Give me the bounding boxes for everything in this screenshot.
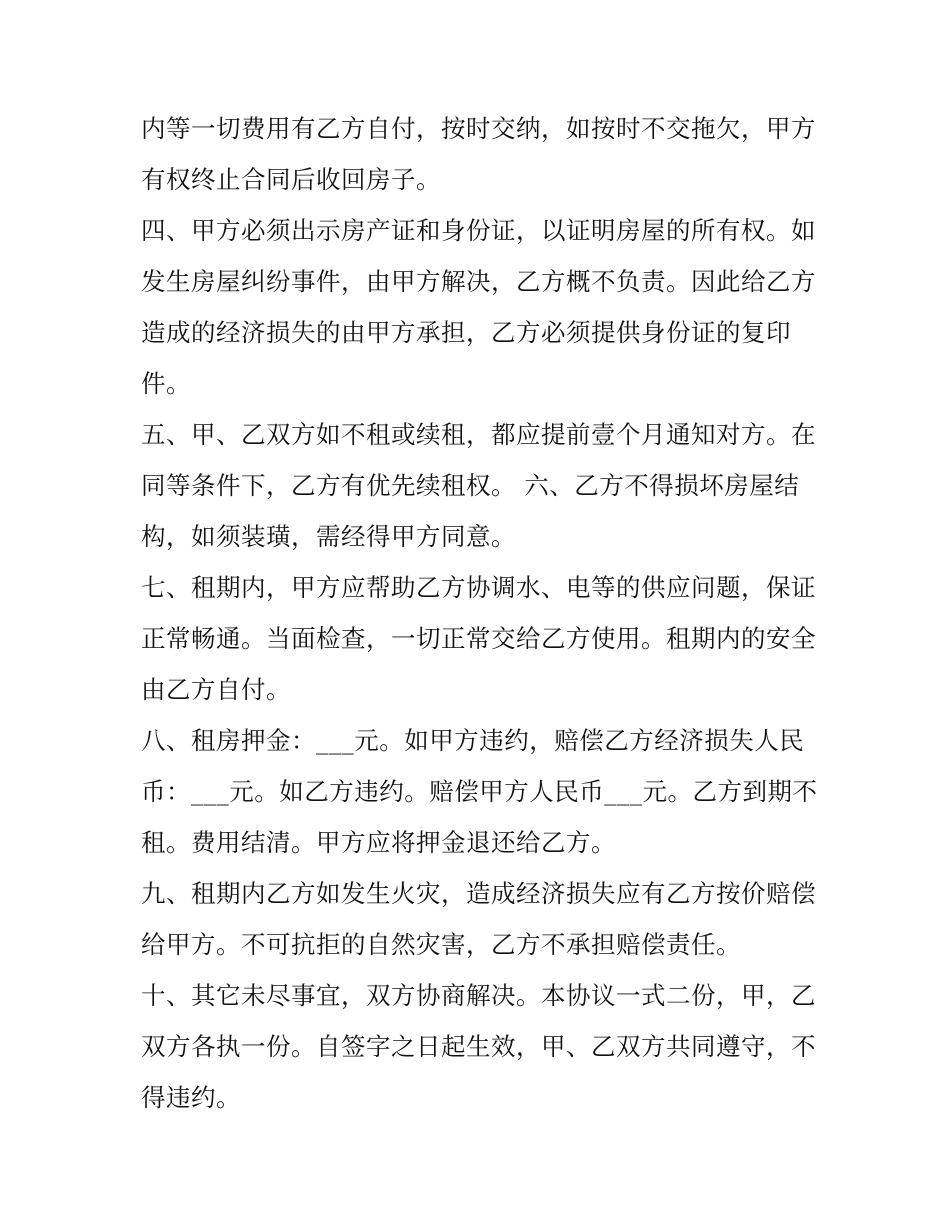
text-line: 同等条件下，乙方有优先续租权。 六、乙方不得损坏房屋结	[141, 471, 800, 500]
document-body	[141, 103, 821, 1123]
text-line: 四、甲方必须出示房产证和身份证，以证明房屋的所有权。如	[141, 216, 816, 245]
text-line: 正常畅通。当面检查，一切正常交给乙方使用。租期内的安全	[141, 624, 816, 653]
text-line: 七、租期内，甲方应帮助乙方协调水、电等的供应问题，保证	[141, 573, 816, 602]
text-line: 币：___元。如乙方违约。赔偿甲方人民币___元。乙方到期不	[141, 777, 818, 806]
text-line: 由乙方自付。	[141, 675, 291, 704]
text-line: 件。	[141, 369, 191, 398]
text-line: 造成的经济损失的由甲方承担，乙方必须提供身份证的复印	[141, 318, 791, 347]
text-line: 十、其它未尽事宜，双方协商解决。本协议一式二份，甲，乙	[141, 981, 816, 1010]
text-line: 得违约。	[141, 1083, 241, 1112]
text-line: 给甲方。不可抗拒的自然灾害，乙方不承担赔偿责任。	[141, 930, 741, 959]
text-line: 发生房屋纠纷事件，由甲方解决，乙方概不负责。因此给乙方	[141, 267, 816, 296]
text-line: 八、租房押金：___元。如甲方违约，赔偿乙方经济损失人民	[141, 726, 805, 755]
text-line: 构，如须装璜，需经得甲方同意。	[141, 522, 516, 551]
text-line: 双方各执一份。自签字之日起生效，甲、乙双方共同遵守，不	[141, 1032, 816, 1061]
text-line: 租。费用结清。甲方应将押金退还给乙方。	[141, 828, 616, 857]
text-line: 五、甲、乙双方如不租或续租，都应提前壹个月通知对方。在	[141, 420, 816, 449]
text-line: 有权终止合同后收回房子。	[141, 165, 441, 194]
text-line: 九、租期内乙方如发生火灾，造成经济损失应有乙方按价赔偿	[141, 879, 816, 908]
text-line: 内等一切费用有乙方自付，按时交纳，如按时不交拖欠，甲方	[141, 114, 816, 143]
